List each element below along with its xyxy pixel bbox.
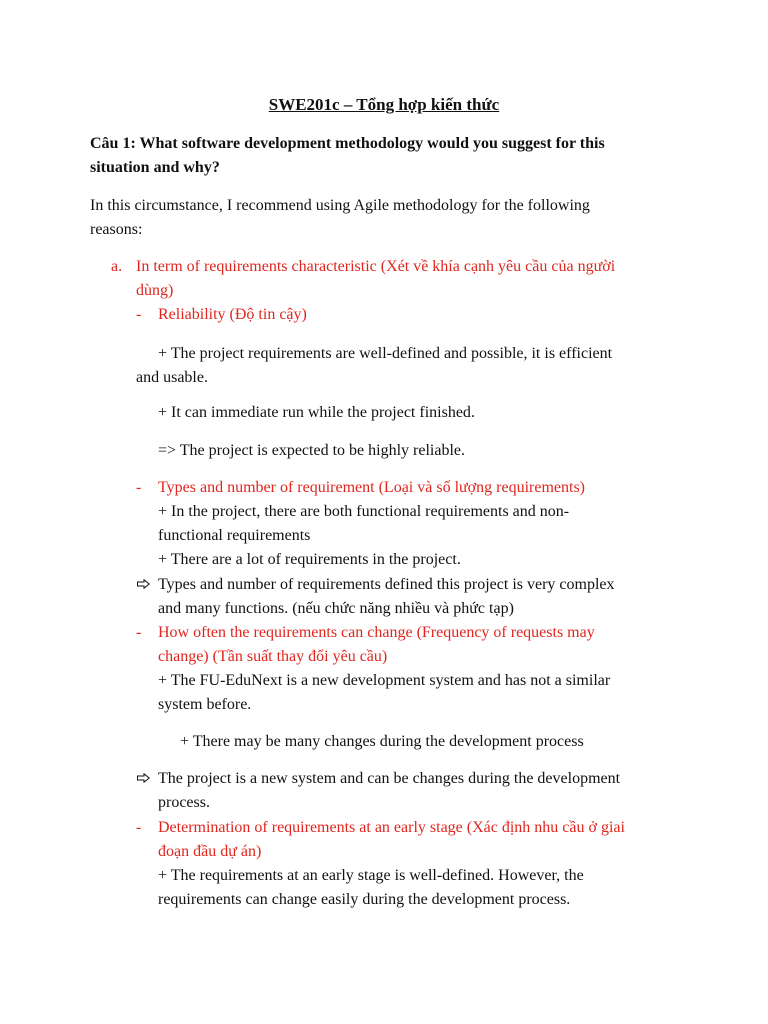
early-point-1-line-1: + The requirements at an early stage is well-defined. However, the	[158, 867, 584, 884]
arrow-right-icon	[137, 579, 150, 589]
section-a-heading-line-1: In term of requirements characteristic (Xét về khía cạnh yêu cầu của người	[136, 258, 616, 275]
reliability-conclusion: => The project is expected to be highly reliable.	[158, 442, 465, 459]
section-a-heading-line-2: dùng)	[136, 282, 174, 299]
reliability-point-1-line-1: + The project requirements are well-defined and possible, it is efficient	[158, 345, 613, 362]
intro-paragraph-line-2: reasons:	[90, 221, 143, 238]
change-heading-line-1: How often the requirements can change (Frequency of requests may	[158, 624, 595, 641]
section-a-marker: a.	[111, 258, 123, 275]
intro-paragraph-line-1: In this circumstance, I recommend using Agile methodology for the following	[90, 197, 590, 214]
types-conclusion-line-2: and many functions. (nếu chức năng nhiều và phức tạp)	[158, 600, 514, 617]
question-heading-line-1: Câu 1: What software development methodology would you suggest for this	[90, 135, 605, 152]
early-heading-line-2: đoạn đầu dự án)	[158, 843, 262, 860]
types-point-1-line-1: + In the project, there are both functional requirements and non-	[158, 503, 570, 520]
types-point-1-line-2: functional requirements	[158, 527, 311, 544]
change-point-1-line-1: + The FU-EduNext is a new development system and has not a similar	[158, 672, 611, 689]
document-title: SWE201c – Tổng hợp kiến thức	[268, 95, 500, 114]
change-point-2: + There may be many changes during the development process	[180, 733, 584, 750]
change-dash: -	[136, 624, 142, 641]
change-heading-line-2: change) (Tần suất thay đổi yêu cầu)	[158, 648, 388, 665]
early-dash: -	[136, 819, 142, 836]
reliability-point-2: + It can immediate run while the project finished.	[158, 404, 475, 421]
change-conclusion-line-2: process.	[158, 794, 210, 811]
arrow-right-icon	[137, 773, 150, 783]
types-point-2: + There are a lot of requirements in the project.	[158, 551, 461, 568]
change-conclusion-line-1: The project is a new system and can be changes during the development	[158, 770, 621, 787]
question-heading-line-2: situation and why?	[90, 159, 220, 176]
types-heading: Types and number of requirement (Loại và số lượng requirements)	[158, 479, 585, 496]
early-heading-line-1: Determination of requirements at an early stage (Xác định nhu cầu ở giai	[158, 819, 625, 836]
types-dash: -	[136, 479, 142, 496]
change-point-1-line-2: system before.	[158, 696, 252, 713]
early-point-1-line-2: requirements can change easily during the development process.	[158, 891, 571, 908]
reliability-heading: Reliability (Độ tin cậy)	[158, 306, 307, 323]
types-conclusion-line-1: Types and number of requirements defined this project is very complex	[158, 576, 615, 593]
reliability-point-1-line-2: and usable.	[136, 369, 208, 386]
reliability-dash: -	[136, 306, 142, 323]
